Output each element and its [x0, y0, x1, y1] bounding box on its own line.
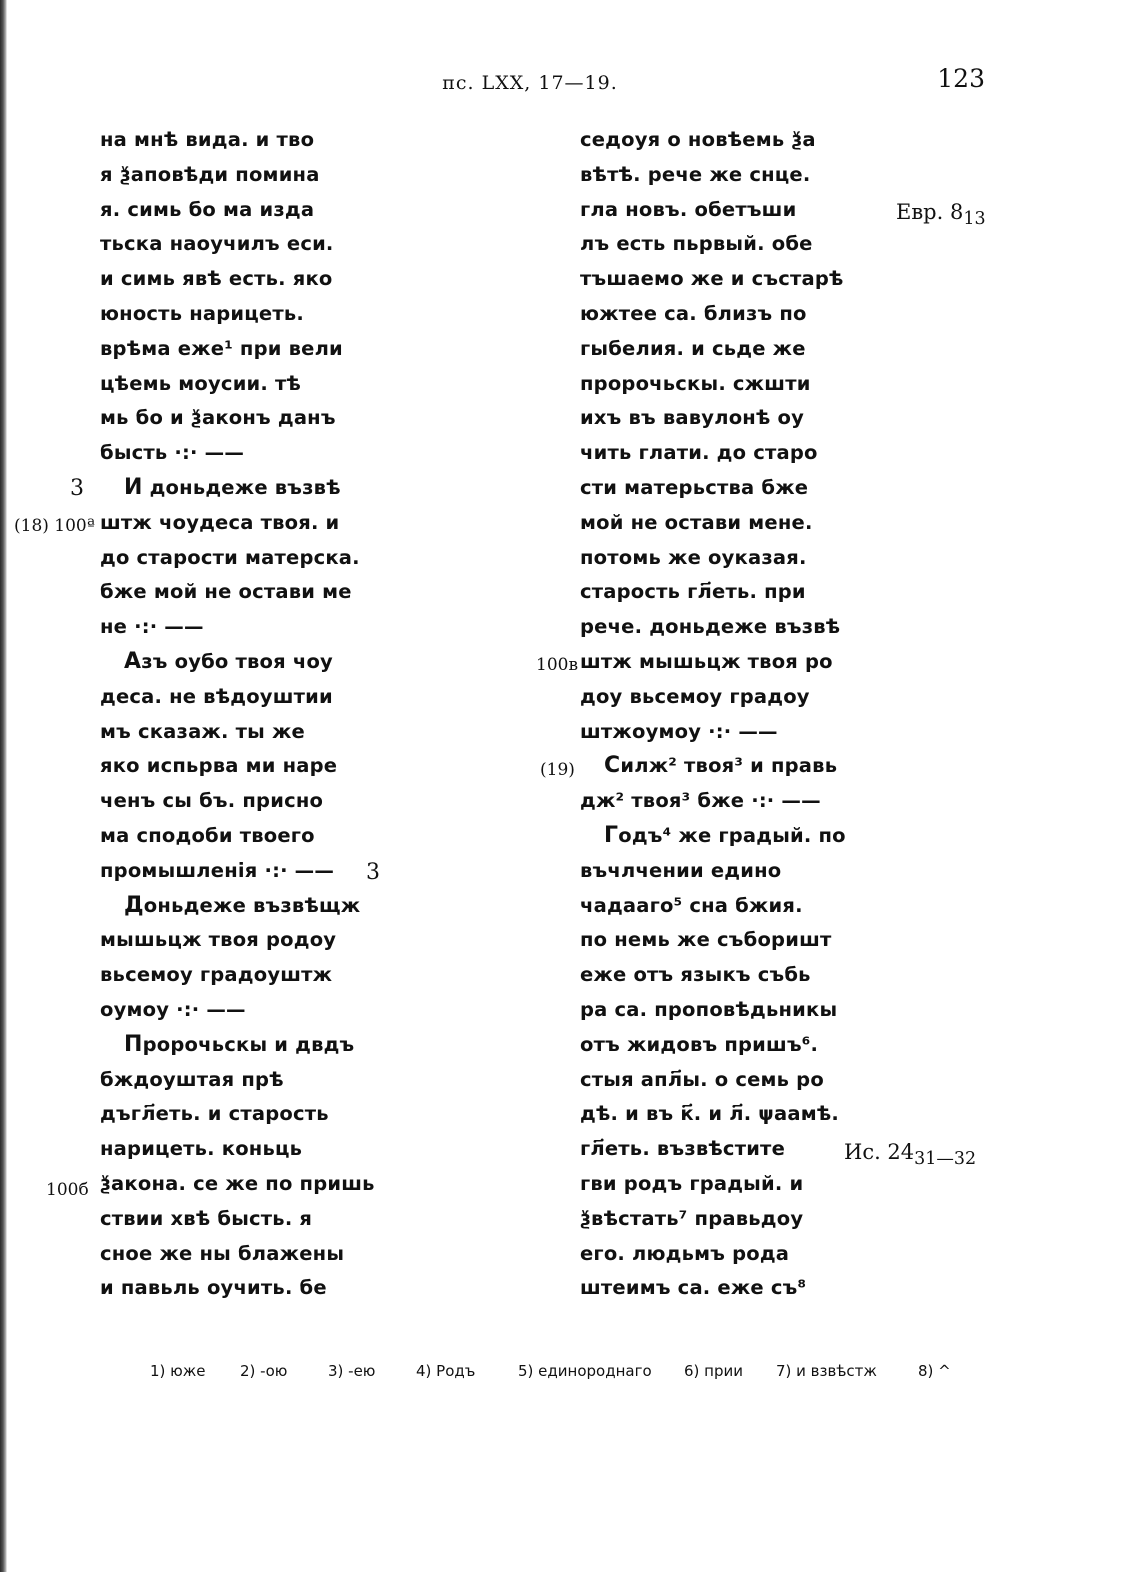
page-edge [0, 0, 7, 1572]
text-line: штж мышьцж твоя ро [580, 649, 833, 673]
verse-start-line: Азъ оубо твоя чоу [124, 648, 333, 674]
text-line: бже мой не остави ме [100, 580, 352, 604]
text-line: сное же ны блажены [100, 1241, 345, 1265]
text-line: тъшаемо же и състарѣ [580, 267, 844, 291]
cross-reference [844, 1140, 976, 1169]
running-title: пс. LXX, 17—19. [442, 72, 618, 94]
text-line: гви родъ градый. и [580, 1171, 804, 1195]
margin-section-mark: 3 [366, 860, 380, 885]
margin-section-mark: 3 [70, 476, 84, 501]
text-line: сти матерьства бже [580, 475, 809, 499]
text-line: южтее са. близъ по [580, 301, 807, 325]
text-line: врѣма еже¹ при вели [100, 336, 343, 360]
text-line: бысть ·:· —— [100, 441, 245, 465]
footnote: 7) и взвѣстж [776, 1362, 877, 1380]
footnotes [150, 1362, 1000, 1392]
text-line: мъ сказаж. ты же [100, 719, 305, 743]
text-line: въчлчении едино [580, 858, 782, 882]
footnote: 1) юже [150, 1362, 206, 1380]
verse-start-line: Силж² твоя³ и правь [604, 753, 838, 779]
text-line: я. симь бо ма изда [100, 197, 315, 221]
text-line: мь бо и ѯаконъ данъ [100, 406, 336, 430]
text-line: я ѯаповѣди помина [100, 162, 320, 186]
verse-start-line: Доньдеже възвѣщж [124, 892, 361, 918]
text-line: бждоуштая прѣ [100, 1067, 284, 1091]
text-line: старость гл҃еть. при [580, 580, 806, 604]
text-line: еже отъ языкъ събь [580, 963, 811, 987]
text-line: рече. доньдеже възвѣ [580, 615, 841, 639]
text-line: его. людьмъ рода [580, 1241, 790, 1265]
footnote: 4) Родъ [416, 1362, 476, 1380]
text-line: ствии хвѣ бысть. я [100, 1206, 313, 1230]
text-line: ѯакона. се же по пришь [100, 1171, 375, 1195]
cross-reference [896, 200, 986, 229]
text-line: штжоумоу ·:· —— [580, 719, 778, 743]
margin-verse-ref: (19) [540, 760, 575, 780]
text-line: до старости матерска. [100, 545, 360, 569]
text-line: ѯвѣстать⁷ правьдоу [580, 1206, 804, 1230]
footnote: 6) прии [684, 1362, 743, 1380]
text-line: штеимъ са. еже съ⁸ [580, 1276, 807, 1300]
text-line: ма сподоби твоего [100, 823, 315, 847]
text-line: юность нарицеть. [100, 301, 304, 325]
running-header [0, 62, 1140, 102]
verse-start-line: И доньдеже възвѣ [124, 474, 341, 500]
text-line: яко испьрва ми наре [100, 754, 338, 778]
text-line: стыя апл҃ы. о семь ро [580, 1067, 824, 1091]
text-line: и павьль оучить. бе [100, 1276, 327, 1300]
text-line: мой не остави мене. [580, 510, 813, 534]
left-column [100, 123, 400, 1306]
cross-reference-sub: 13 [963, 209, 986, 230]
text-line: не ·:· —— [100, 615, 204, 639]
text-line: тьска наоучилъ еси. [100, 232, 334, 256]
text-line: по немь же съборишт [580, 928, 832, 952]
text-line: вѣтѣ. рече же снце. [580, 162, 811, 186]
text-line: оумоу ·:· —— [100, 997, 246, 1021]
verse-start-line: Годъ⁴ же градый. по [604, 822, 846, 848]
text-line: на мнѣ вида. и тво [100, 128, 315, 151]
margin-folio-mark: 100б [46, 1180, 89, 1200]
cross-reference-text: Евр. 8 [896, 200, 964, 224]
page-number: 123 [937, 64, 985, 93]
text-line: штж чоудеса твоя. и [100, 510, 340, 534]
footnote: 5) единороднаго [518, 1362, 652, 1380]
text-line: дъгл҃еть. и старость [100, 1102, 329, 1126]
text-line: промышленія ·:· —— [100, 858, 335, 882]
text-line: вьсемоу градоуштж [100, 963, 333, 987]
text-line: нарицеть. коньць [100, 1137, 303, 1161]
text-line: дѣ. и въ к҃. и л҃. ψаамѣ. [580, 1102, 839, 1126]
right-column [580, 123, 880, 1306]
text-line: цѣемь моусии. тѣ [100, 371, 302, 395]
text-line: деса. не вѣдоуштии [100, 684, 333, 708]
text-line: ченъ сы бъ. присно [100, 789, 324, 813]
footnote: 8) ^ [918, 1362, 951, 1380]
text-line: лъ есть пьрвый. обе [580, 232, 813, 256]
text-line: мышьцж твоя родоу [100, 928, 337, 952]
margin-verse-ref: (18) 100ª [14, 516, 95, 536]
text-line: пророчьскы. сжшти [580, 371, 811, 395]
text-line: и симь явѣ есть. яко [100, 267, 333, 291]
text-line: ихъ въ вавулонѣ оу [580, 406, 805, 430]
text-line: чить глати. до старо [580, 441, 818, 465]
margin-folio-mark: 100в [536, 655, 579, 675]
text-line: чадааго⁵ сна бжия. [580, 893, 803, 917]
footnote: 3) -ею [328, 1362, 376, 1380]
cross-reference-text: Ис. 24 [844, 1140, 915, 1164]
text-line: гыбелия. и сьде же [580, 336, 806, 360]
footnote: 2) -ою [240, 1362, 288, 1380]
text-line: седоуя о новѣемь ѯа [580, 128, 816, 151]
text-line: дж² твоя³ бже ·:· —— [580, 789, 821, 813]
text-line: гл҃еть. възвѣстите [580, 1137, 785, 1161]
cross-reference-sub: 31—32 [914, 1149, 977, 1170]
text-line: отъ жидовъ пришъ⁶. [580, 1032, 819, 1056]
text-line: потомь же оуказая. [580, 545, 807, 569]
text-line: гла новъ. обетъши [580, 197, 797, 221]
text-line: ра са. проповѣдьникы [580, 997, 838, 1021]
verse-start-line: Пророчьскы и двдъ [124, 1031, 355, 1057]
text-line: доу вьсемоу градоу [580, 684, 810, 708]
